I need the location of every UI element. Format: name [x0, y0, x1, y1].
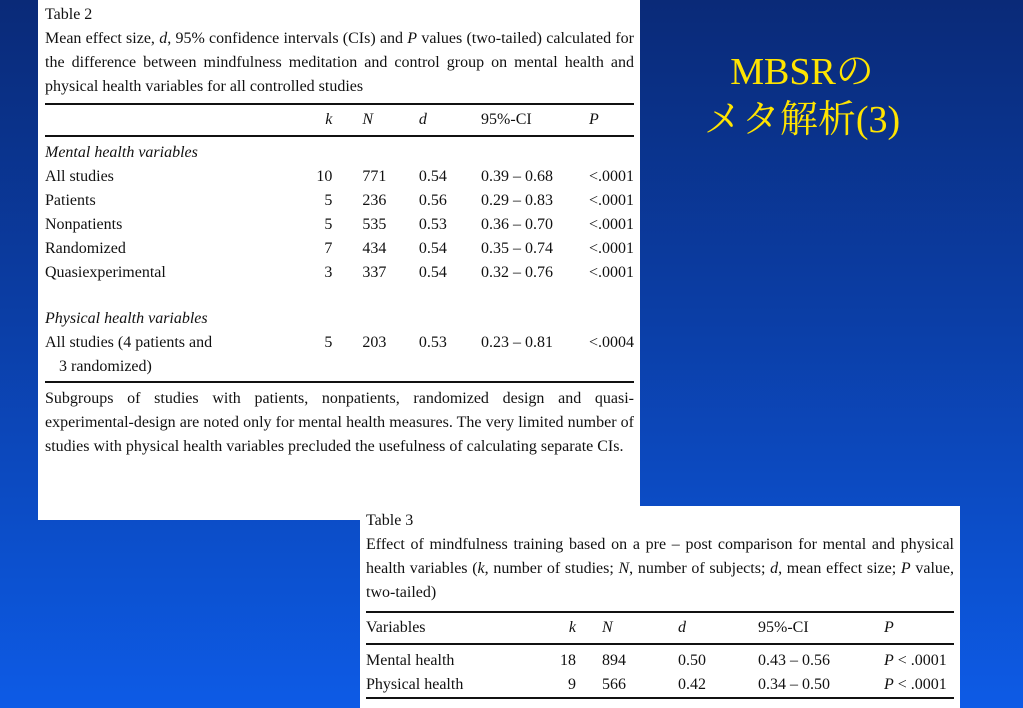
cell-n: 771 — [362, 168, 387, 185]
slide-title-line-1: MBSRの — [730, 51, 874, 93]
cell-d: 0.54 — [418, 264, 447, 281]
table-row — [366, 644, 954, 673]
spacer-row — [45, 285, 634, 303]
table-3 — [366, 611, 954, 699]
spacer-cell — [45, 285, 634, 303]
table-2-note: Subgroups of studies with patients, nonpatients, randomized design and quasi-experimental-design are noted only for mental health measures. The very limited number of studies with physical health variables precluded the usefulness of calculating separate CIs. — [45, 390, 634, 455]
cell-p: <.0001 — [588, 168, 634, 185]
cell-p — [884, 644, 954, 673]
cell-p: <.0001 — [588, 216, 634, 233]
caption-symbol-p: P — [407, 30, 418, 47]
caption-symbol-d: d — [159, 30, 168, 47]
cell-k: 5 — [324, 216, 333, 233]
cell-n: 236 — [362, 192, 387, 209]
table-2-caption — [45, 27, 634, 99]
slide-title-line-2: メタ解析(3) — [703, 99, 901, 141]
caption-symbol-d: d — [770, 560, 779, 577]
caption-text: values (two-tailed) calculated for the difference between mindfulness meditation and control group on mental health and physical health variables for all controlled studies — [45, 30, 634, 95]
cell-n: 203 — [362, 334, 387, 351]
header-p: P — [588, 111, 599, 128]
cell-ci: 0.34 – 0.50 — [758, 676, 830, 693]
p-value: < .0001 — [893, 676, 947, 693]
header-n: N — [602, 619, 613, 636]
cell-p: <.0001 — [588, 192, 634, 209]
table-row — [45, 165, 634, 189]
cell-d: 0.50 — [678, 652, 706, 669]
header-d: d — [678, 619, 686, 636]
cell-n: 337 — [362, 264, 387, 281]
table-row-continuation — [45, 355, 634, 382]
cell-p: <.0001 — [588, 264, 634, 281]
row-label: All studies (4 patients and — [45, 334, 213, 351]
cell-n: 434 — [362, 240, 387, 257]
cell-n: 894 — [602, 652, 626, 669]
section-title: Physical health variables — [45, 310, 208, 327]
header-n: N — [362, 111, 374, 128]
header-ci: 95%-CI — [758, 619, 809, 636]
caption-symbol-k: k — [477, 560, 485, 577]
header-ci: 95%-CI — [481, 111, 532, 128]
header-k: k — [568, 619, 576, 636]
caption-text: Mean effect size, — [45, 30, 160, 47]
row-label: Nonpatients — [45, 216, 123, 233]
cell-ci: 0.36 – 0.70 — [481, 216, 554, 233]
caption-text: Effect of mindfulness training based on a pre – post comparison for mental and physical health variables ( — [366, 536, 954, 577]
cell-ci: 0.23 – 0.81 — [481, 334, 554, 351]
row-label: Quasiexperimental — [45, 264, 166, 281]
cell-p: <.0004 — [588, 334, 634, 351]
header-k: k — [325, 111, 333, 128]
cell-k: 3 — [324, 264, 333, 281]
table-2-panel — [38, 0, 640, 520]
p-value: < .0001 — [893, 652, 947, 669]
cell-k: 18 — [560, 652, 576, 669]
table-2-label: Table 2 — [45, 6, 93, 23]
cell-p: <.0001 — [588, 240, 634, 257]
header-d: d — [418, 111, 427, 128]
row-label: Mental health — [366, 652, 455, 669]
empty-cell — [277, 355, 634, 382]
cell-d: 0.56 — [418, 192, 447, 209]
cell-d: 0.54 — [418, 168, 447, 185]
table-row — [45, 237, 634, 261]
row-label: All studies — [45, 168, 114, 185]
caption-text: , number of subjects; — [629, 560, 771, 577]
cell-ci: 0.39 – 0.68 — [481, 168, 554, 185]
cell-ci: 0.29 – 0.83 — [481, 192, 554, 209]
p-symbol: P — [884, 676, 894, 693]
cell-k: 5 — [324, 192, 333, 209]
caption-symbol-n: N — [618, 560, 630, 577]
table-2 — [45, 103, 634, 383]
p-symbol: P — [884, 652, 894, 669]
caption-text: value, two-tailed) — [366, 560, 955, 601]
cell-k: 7 — [324, 240, 333, 257]
cell-ci: 0.43 – 0.56 — [758, 652, 830, 669]
table-row — [45, 189, 634, 213]
table-row — [45, 261, 634, 285]
table-row — [366, 673, 954, 698]
table-3-panel — [360, 506, 960, 708]
cell-ci: 0.35 – 0.74 — [481, 240, 554, 257]
section-row — [45, 303, 634, 331]
table-row — [45, 331, 634, 355]
cell-k: 9 — [568, 676, 576, 693]
section-title: Mental health variables — [45, 144, 198, 161]
table-3-caption — [366, 533, 954, 605]
caption-text: , number of studies; — [484, 560, 619, 577]
header-variables: Variables — [366, 619, 426, 636]
caption-text: , 95% confidence intervals (CIs) and — [167, 30, 408, 47]
cell-n: 566 — [602, 676, 626, 693]
row-label: Physical health — [366, 676, 464, 693]
table-3-header-row — [366, 612, 954, 644]
cell-ci: 0.32 – 0.76 — [481, 264, 554, 281]
cell-d: 0.53 — [418, 334, 447, 351]
section-row — [45, 136, 634, 165]
cell-d: 0.53 — [418, 216, 447, 233]
cell-k: 10 — [316, 168, 333, 185]
table-3-label: Table 3 — [366, 512, 414, 529]
cell-k: 5 — [324, 334, 333, 351]
cell-p — [884, 673, 954, 698]
row-label: Patients — [45, 192, 96, 209]
caption-symbol-p: P — [900, 560, 911, 577]
cell-d: 0.42 — [678, 676, 706, 693]
table-2-header-row — [45, 104, 634, 136]
table-row — [45, 213, 634, 237]
header-label — [45, 104, 277, 136]
row-label: Randomized — [45, 240, 126, 257]
cell-n: 535 — [362, 216, 387, 233]
slide-title — [652, 48, 952, 144]
cell-d: 0.54 — [418, 240, 447, 257]
caption-text: , mean effect size; — [778, 560, 901, 577]
row-label-continued: 3 randomized) — [59, 358, 152, 375]
header-p: P — [884, 619, 894, 636]
